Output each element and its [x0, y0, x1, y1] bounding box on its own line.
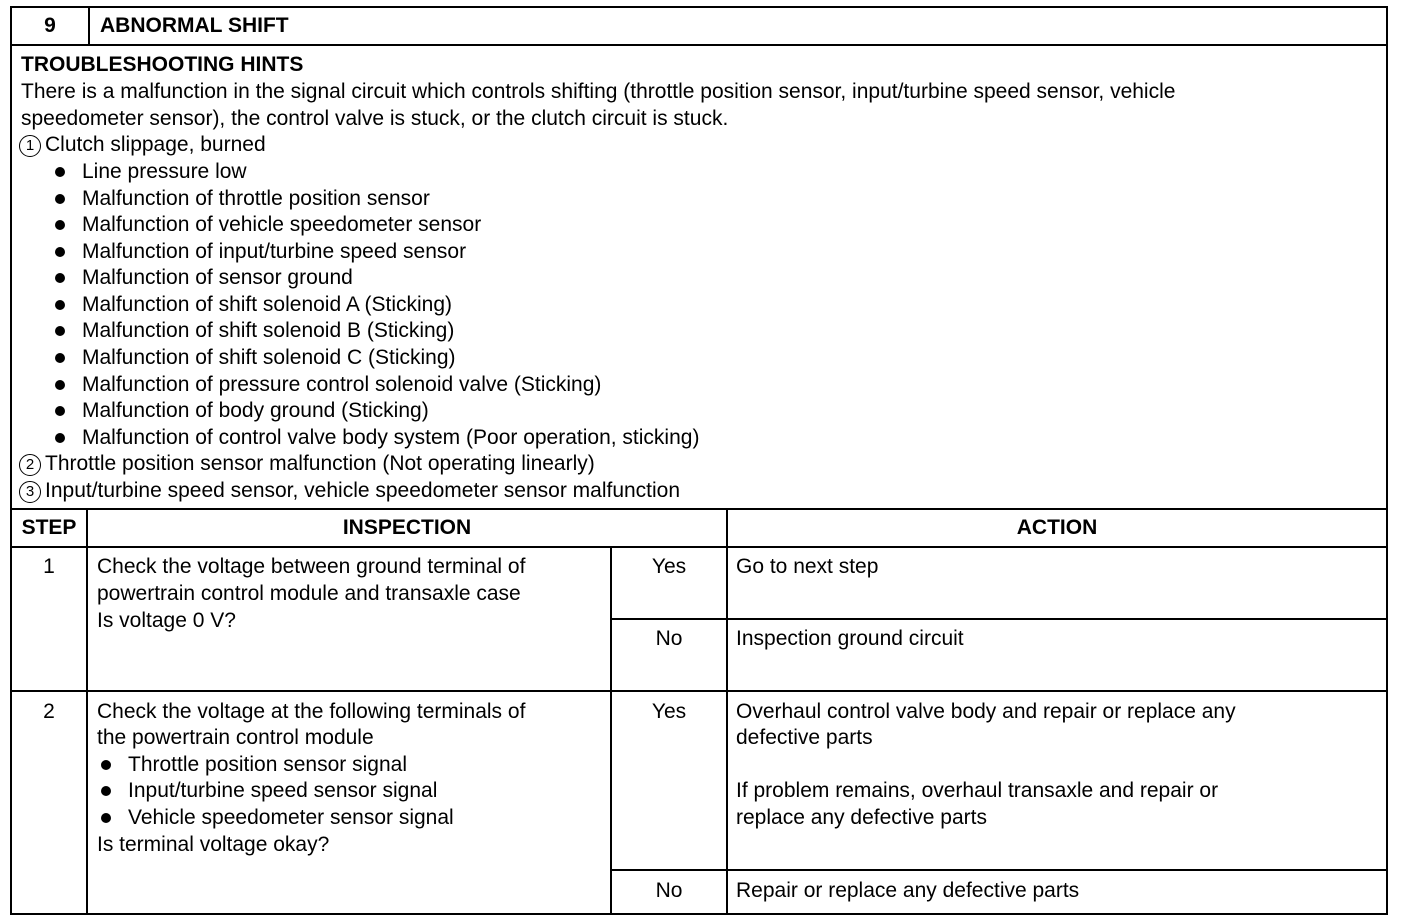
inspection-text: Check the voltage between ground terminal of [97, 555, 526, 578]
list-item: Malfunction of throttle position sensor [82, 187, 430, 210]
list-item: Malfunction of control valve body system (Poor operation, sticking) [82, 426, 700, 449]
yes-label: Yes [651, 700, 687, 723]
inspection-text: the powertrain control module [97, 726, 374, 749]
step1-yes-no-rule [610, 618, 1388, 620]
inspection-bullet: Input/turbine speed sensor signal [128, 779, 438, 802]
list-item: Malfunction of sensor ground [82, 266, 353, 289]
bullet-icon [55, 326, 65, 336]
inspection-text: powertrain control module and transaxle case [97, 582, 521, 605]
bullet-icon [101, 786, 111, 796]
column-header-inspection: INSPECTION [342, 516, 472, 539]
cause-2 [19, 451, 595, 477]
cause-3-text: Input/turbine speed sensor, vehicle speedometer sensor malfunction [45, 479, 681, 502]
bullet-icon [55, 167, 65, 177]
list-item: Malfunction of shift solenoid A (Sticking) [82, 293, 453, 316]
circled-number-1: 1 [19, 135, 41, 157]
inspection-bullet: Vehicle speedometer sensor signal [128, 806, 454, 829]
inspection-bullet: Throttle position sensor signal [128, 753, 407, 776]
bullet-icon [55, 433, 65, 443]
bullet-icon [55, 406, 65, 416]
frame-bottom [10, 913, 1388, 915]
circled-number-3: 3 [19, 481, 41, 503]
frame-right [1386, 6, 1388, 915]
col-step-divider [86, 508, 88, 915]
list-item: Malfunction of shift solenoid B (Sticking) [82, 319, 455, 342]
header-divider [88, 6, 90, 45]
cause-1-text: Clutch slippage, burned [45, 133, 266, 156]
cause-3 [19, 478, 680, 504]
bullet-icon [55, 194, 65, 204]
cause-1 [19, 132, 266, 158]
yes-label: Yes [651, 555, 687, 578]
frame-left [10, 6, 12, 915]
no-action: Repair or replace any defective parts [736, 879, 1080, 902]
bullet-icon [55, 220, 65, 230]
list-item: Malfunction of pressure control solenoid valve (Sticking) [82, 373, 602, 396]
column-header-step: STEP [21, 516, 77, 539]
bullet-icon [55, 353, 65, 363]
yes-action: Go to next step [736, 555, 879, 578]
list-item: Line pressure low [82, 160, 247, 183]
hints-intro-line-2: speedometer sensor), the control valve is stuck, or the clutch circuit is stuck. [21, 107, 729, 130]
yes-action: If problem remains, overhaul transaxle and repair or [736, 779, 1219, 802]
cause-2-text: Throttle position sensor malfunction (Not operating linearly) [45, 452, 595, 475]
hints-bottom-rule [10, 508, 1388, 510]
step-separator [10, 690, 1388, 692]
inspection-text: Check the voltage at the following terminals of [97, 700, 526, 723]
yes-action: replace any defective parts [736, 806, 987, 829]
list-item: Malfunction of vehicle speedometer sensor [82, 213, 482, 236]
table-header-rule [10, 546, 1388, 548]
inspection-question: Is terminal voltage okay? [97, 833, 330, 856]
no-label: No [655, 879, 683, 902]
bullet-icon [55, 300, 65, 310]
bullet-icon [55, 247, 65, 257]
no-label: No [655, 627, 683, 650]
hints-intro-line-1: There is a malfunction in the signal circuit which controls shifting (throttle position sensor, input/turbine speed sensor, vehicle [21, 80, 1176, 103]
hints-heading: TROUBLESHOOTING HINTS [21, 53, 304, 76]
step-number: 1 [43, 555, 55, 578]
no-action: Inspection ground circuit [736, 627, 964, 650]
bullet-icon [101, 813, 111, 823]
column-header-action: ACTION [1016, 516, 1098, 539]
header-bottom-rule [10, 44, 1388, 46]
yes-action: Overhaul control valve body and repair or replace any [736, 700, 1236, 723]
frame-top [10, 6, 1388, 8]
inspection-question: Is voltage 0 V? [97, 609, 236, 632]
section-title: ABNORMAL SHIFT [100, 14, 289, 37]
step2-yes-no-rule [610, 869, 1388, 871]
step-number: 2 [43, 700, 55, 723]
yes-action: defective parts [736, 726, 873, 749]
bullet-icon [101, 760, 111, 770]
list-item: Malfunction of shift solenoid C (Sticking) [82, 346, 456, 369]
list-item: Malfunction of body ground (Sticking) [82, 399, 429, 422]
circled-number-2: 2 [19, 454, 41, 476]
section-number: 9 [44, 14, 56, 37]
bullet-icon [55, 380, 65, 390]
list-item: Malfunction of input/turbine speed sensor [82, 240, 467, 263]
col-action-divider [726, 508, 728, 915]
bullet-icon [55, 273, 65, 283]
